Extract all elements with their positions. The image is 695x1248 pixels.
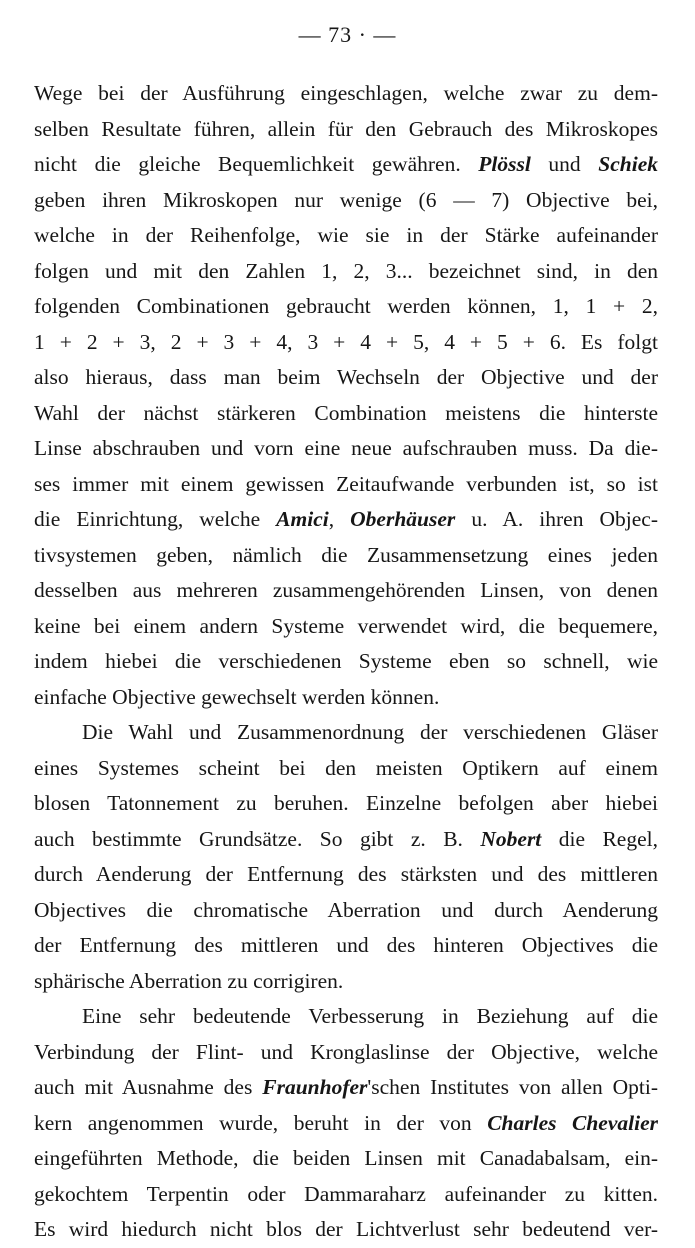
text-segment: selben Resultate führen, allein für den Gebrauch des Mikroskopes <box>34 116 658 141</box>
text-line <box>34 609 658 645</box>
text-line <box>34 1141 658 1177</box>
text-line <box>34 502 658 538</box>
text-segment: blosen Tatonnement zu beruhen. Einzelne befolgen aber hiebei <box>34 791 658 815</box>
text-line <box>34 715 658 751</box>
text-line <box>34 360 658 396</box>
text-segment: kern angenommen wurde, beruht in der von <box>34 1110 488 1135</box>
text-segment: tivsystemen geben, nämlich die Zusammensetzung eines jeden <box>34 542 658 567</box>
text-line <box>34 1035 658 1071</box>
text-line <box>34 431 658 467</box>
text-segment: Es wird hiedurch nicht blos der Lichtverlust sehr bedeutend ver- <box>34 1217 658 1241</box>
paragraph <box>34 999 658 1248</box>
text-segment: die Regel, <box>541 826 658 851</box>
text-segment: einfache Objective gewechselt werden können. <box>34 684 440 709</box>
text-segment: und <box>530 152 599 176</box>
text-line <box>34 644 658 680</box>
text-segment: Wege bei der Ausführung eingeschlagen, welche zwar zu dem- <box>34 81 658 105</box>
italic-name: Plössl <box>478 152 531 176</box>
text-line <box>34 893 658 929</box>
text-segment: 'schen Institutes von allen Opti- <box>367 1075 658 1099</box>
text-line <box>34 289 658 325</box>
text-line <box>34 538 658 574</box>
text-segment: folgen und mit den Zahlen 1, 2, 3... bezeichnet sind, in den <box>34 258 658 283</box>
text-segment: der Entfernung des mittleren und des hinteren Objectives die <box>34 933 658 957</box>
page-number: — 73 · — <box>298 22 397 47</box>
text-line <box>34 573 658 609</box>
text-segment: also hieraus, dass man beim Wechseln der Objective und der <box>34 365 658 389</box>
text-line <box>34 857 658 893</box>
text-segment: Eine sehr bedeutende Verbesserung in Beziehung auf die <box>82 1004 658 1028</box>
text-line <box>34 112 658 148</box>
text-line <box>34 928 658 964</box>
text-line <box>34 680 658 716</box>
italic-name: Fraunhofer <box>262 1075 368 1099</box>
text-segment: Linse abschrauben und vorn eine neue aufschrauben muss. Da die- <box>34 436 658 460</box>
text-line <box>34 751 658 787</box>
text-segment: keine bei einem andern Systeme verwendet wird, die bequemere, <box>34 613 658 638</box>
text-line <box>34 76 658 112</box>
text-segment: , <box>328 507 351 531</box>
text-segment: 1 + 2 + 3, 2 + 3 + 4, 3 + 4 + 5, 4 + 5 + 6. Es folgt <box>34 329 658 354</box>
text-segment: gekochtem Terpentin oder Dammaraharz aufeinander zu kitten. <box>34 1181 658 1206</box>
text-line <box>34 786 658 822</box>
text-segment: nicht die gleiche Bequemlichkeit gewähren. <box>34 152 479 176</box>
paragraph <box>34 76 658 715</box>
text-segment: auch bestimmte Grundsätze. So gibt z. B. <box>34 826 481 851</box>
italic-name: Amici <box>276 507 329 531</box>
text-line <box>34 467 658 503</box>
text-segment: u. A. ihren Objec- <box>455 507 658 531</box>
text-segment: desselben aus mehreren zusammengehörenden Linsen, von denen <box>34 578 658 602</box>
text-line <box>34 147 658 183</box>
text-segment: welche in der Reihenfolge, wie sie in der Stärke aufeinander <box>34 223 658 247</box>
text-segment: Objectives die chromatische Aberration und durch Aenderung <box>34 897 658 922</box>
text-line <box>34 325 658 361</box>
text-line <box>34 1106 658 1142</box>
text-line <box>34 999 658 1035</box>
text-segment: durch Aenderung der Entfernung des stärksten und des mittleren <box>34 862 658 886</box>
text-line <box>34 218 658 254</box>
paragraph <box>34 715 658 999</box>
text-line <box>34 1177 658 1213</box>
text-line <box>34 1212 658 1248</box>
text-segment: ses immer mit einem gewissen Zeitaufwande verbunden ist, so ist <box>34 471 658 496</box>
text-segment: eingeführten Methode, die beiden Linsen mit Canadabalsam, ein- <box>34 1146 658 1170</box>
text-segment: auch mit Ausnahme des <box>34 1075 263 1099</box>
text-line <box>34 822 658 858</box>
body-text <box>34 76 658 1248</box>
italic-name: Oberhäuser <box>350 507 456 531</box>
text-line <box>34 964 658 1000</box>
text-segment: Wahl der nächst stärkeren Combination meistens die hinterste <box>34 400 658 425</box>
text-segment: die Einrichtung, welche <box>34 507 277 531</box>
italic-name: Charles Chevalier <box>487 1110 658 1135</box>
text-segment: geben ihren Mikroskopen nur wenige (6 — 7) Objective bei, <box>34 187 658 212</box>
text-segment: Die Wahl und Zusammenordnung der verschiedenen Gläser <box>82 720 658 744</box>
text-segment: folgenden Combinationen gebraucht werden können, 1, 1 + 2, <box>34 294 658 318</box>
text-line <box>34 254 658 290</box>
text-segment: Verbindung der Flint- und Kronglaslinse der Objective, welche <box>34 1039 658 1064</box>
text-segment: indem hiebei die verschiedenen Systeme eben so schnell, wie <box>34 649 658 673</box>
text-segment: eines Systemes scheint bei den meisten Optikern auf einem <box>34 755 658 780</box>
italic-name: Schiek <box>598 152 658 176</box>
italic-name: Nobert <box>480 826 542 851</box>
text-segment: sphärische Aberration zu corrigiren. <box>34 968 344 993</box>
text-line <box>34 183 658 219</box>
text-line <box>34 396 658 432</box>
text-line <box>34 1070 658 1106</box>
